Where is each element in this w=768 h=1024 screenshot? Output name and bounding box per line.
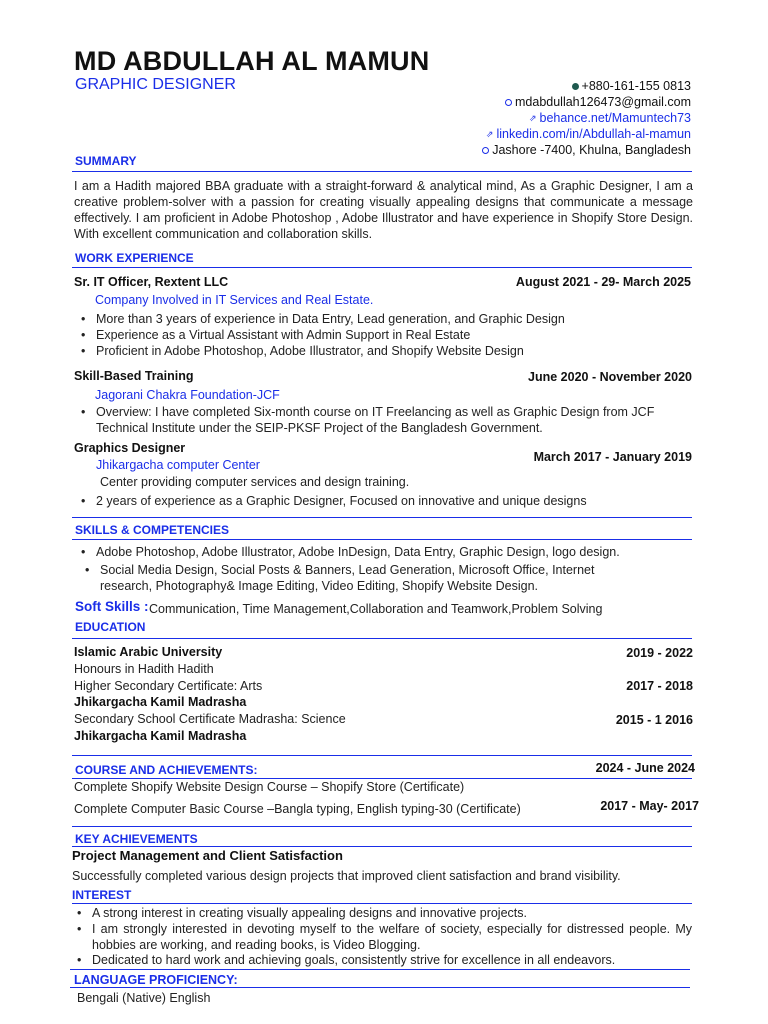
job3-bullet-1: • 2 years of experience as a Graphic Designer, Focused on innovative and unique designs — [96, 493, 696, 509]
contact-address — [482, 143, 691, 157]
experience-divider — [72, 267, 692, 268]
interest-item-1: • A strong interest in creating visually appealing designs and innovative projects. — [92, 905, 692, 921]
contact-phone — [572, 79, 691, 93]
achievement-text: Successfully completed various design projects that improved client satisfaction and brand visibility. — [72, 869, 621, 883]
job1-title: Sr. IT Officer, Rextent LLC — [74, 275, 229, 289]
location-icon — [482, 147, 489, 154]
education-divider — [72, 638, 692, 639]
achievements-heading: KEY ACHIEVEMENTS — [75, 832, 198, 846]
job1-bullet-3: • Proficient in Adobe Photoshop, Adobe Illustrator, and Shopify Website Design — [96, 343, 696, 359]
job1-company: Company Involved in IT Services and Real Estate. — [95, 293, 374, 307]
phone-dot-icon — [572, 83, 579, 90]
soft-skills-text: Communication, Time Management,Collaboration and Teamwork,Problem Solving — [149, 602, 603, 616]
skill-item-1: • Adobe Photoshop, Adobe Illustrator, Adobe InDesign, Data Entry, Graphic Design, logo design. — [96, 544, 696, 560]
behance-icon: ⇗ — [528, 112, 537, 123]
email-icon — [505, 99, 512, 106]
courses-heading: COURSE AND ACHIEVEMENTS: — [75, 763, 258, 777]
summary-heading: SUMMARY — [75, 154, 137, 168]
linkedin-text: linkedin.com/in/Abdullah-al-mamun — [496, 127, 691, 141]
candidate-name: MD ABDULLAH AL MAMUN — [74, 46, 430, 76]
job1-bullet-1: • More than 3 years of experience in Data Entry, Lead generation, and Graphic Design — [96, 311, 696, 327]
edu1-degree: Honours in Hadith Hadith — [74, 662, 214, 676]
job1-bullet-2: • Experience as a Virtual Assistant with Admin Support in Real Estate — [96, 327, 696, 343]
language-text: Bengali (Native) English — [77, 991, 211, 1005]
behance-text: behance.net/Mamuntech73 — [539, 111, 691, 125]
course1-text: Complete Shopify Website Design Course – Shopify Store (Certificate) — [74, 780, 465, 794]
achievement-title: Project Management and Client Satisfaction — [72, 848, 343, 863]
language-heading: LANGUAGE PROFICIENCY: — [74, 973, 238, 987]
skills-divider — [72, 539, 692, 540]
interest-heading: INTEREST — [72, 888, 132, 902]
skills-heading: SKILLS & COMPETENCIES — [75, 523, 230, 537]
job1-dates: August 2021 - 29- March 2025 — [515, 275, 691, 289]
summary-divider — [72, 171, 692, 172]
job2-company: Jagorani Chakra Foundation-JCF — [95, 388, 280, 402]
job2-bullet-1: • Overview: I have completed Six-month course on IT Freelancing as well as Graphic Design from JCF Technical Institute under the SEIP-PKSF Project of the Bangladesh Government. — [96, 404, 674, 436]
phone-text: +880-161-155 0813 — [581, 79, 691, 93]
course2-dates: 2017 - May- 2017 — [600, 799, 699, 813]
education-heading: EDUCATION — [75, 620, 146, 634]
edu1-school: Islamic Arabic University — [74, 645, 223, 659]
courses-divider — [72, 778, 692, 779]
job-role: GRAPHIC DESIGNER — [75, 76, 236, 93]
interest-item-3: • Dedicated to hard work and achieving goals, consistently strive for excellence in all endeavors. — [92, 952, 692, 968]
achievements-top-divider — [72, 826, 692, 827]
job3-note: Center providing computer services and design training. — [100, 475, 410, 489]
job3-dates: March 2017 - January 2019 — [533, 450, 692, 464]
edu2-school: Jhikargacha Kamil Madrasha — [74, 695, 247, 709]
soft-skills-label: Soft Skills : — [75, 599, 149, 614]
summary-text: I am a Hadith majored BBA graduate with a straight-forward & analytical mind, As a Graphic Designer, I am a creative problem-solver with a passion for creating visually appealing designs that communicate a message effectively. I am proficient in Adobe Photoshop , Adobe Illustrator and have experience in Shopify Store Design. With excellent communication and collaboration skills. — [74, 179, 693, 241]
linkedin-icon: ⇗ — [485, 128, 494, 139]
contact-email[interactable] — [505, 95, 691, 109]
language-divider — [70, 987, 690, 988]
skill-item-2: • Social Media Design, Social Posts & Banners, Lead Generation, Microsoft Office, Internet research, Photography& Image Editing, Video Editing, Shopify Website Design. — [100, 562, 640, 594]
job2-dates: June 2020 - November 2020 — [528, 370, 692, 384]
skills-top-divider — [72, 517, 692, 518]
edu3-dates: 2015 - 1 2016 — [615, 713, 693, 727]
address-text: Jashore -7400, Khulna, Bangladesh — [492, 143, 691, 157]
contact-behance[interactable] — [529, 111, 691, 125]
course2-text: Complete Computer Basic Course –Bangla typing, English typing-30 (Certificate) — [74, 802, 521, 816]
course1-dates: 2024 - June 2024 — [595, 761, 695, 775]
language-top-divider — [70, 969, 690, 970]
interest-divider — [72, 903, 692, 904]
email-text: mdabdullah126473@gmail.com — [515, 95, 691, 109]
courses-top-divider — [72, 755, 692, 756]
edu2-dates: 2017 - 2018 — [626, 679, 693, 693]
edu1-dates: 2019 - 2022 — [626, 646, 693, 660]
job3-company: Jhikargacha computer Center — [96, 458, 260, 472]
experience-heading: WORK EXPERIENCE — [75, 251, 194, 265]
edu2-degree: Higher Secondary Certificate: Arts — [74, 679, 263, 693]
job3-title: Graphics Designer — [74, 441, 186, 455]
achievements-divider — [72, 846, 692, 847]
interest-item-2: • I am strongly interested in devoting myself to the welfare of society, especially for distressed people. My hobbies are working, and reading books, is Video Blogging. — [92, 921, 692, 953]
edu3-degree: Secondary School Certificate Madrasha: Science — [74, 712, 346, 726]
contact-linkedin[interactable] — [486, 127, 691, 141]
edu3-school: Jhikargacha Kamil Madrasha — [74, 729, 247, 743]
job2-title: Skill-Based Training — [74, 369, 194, 383]
